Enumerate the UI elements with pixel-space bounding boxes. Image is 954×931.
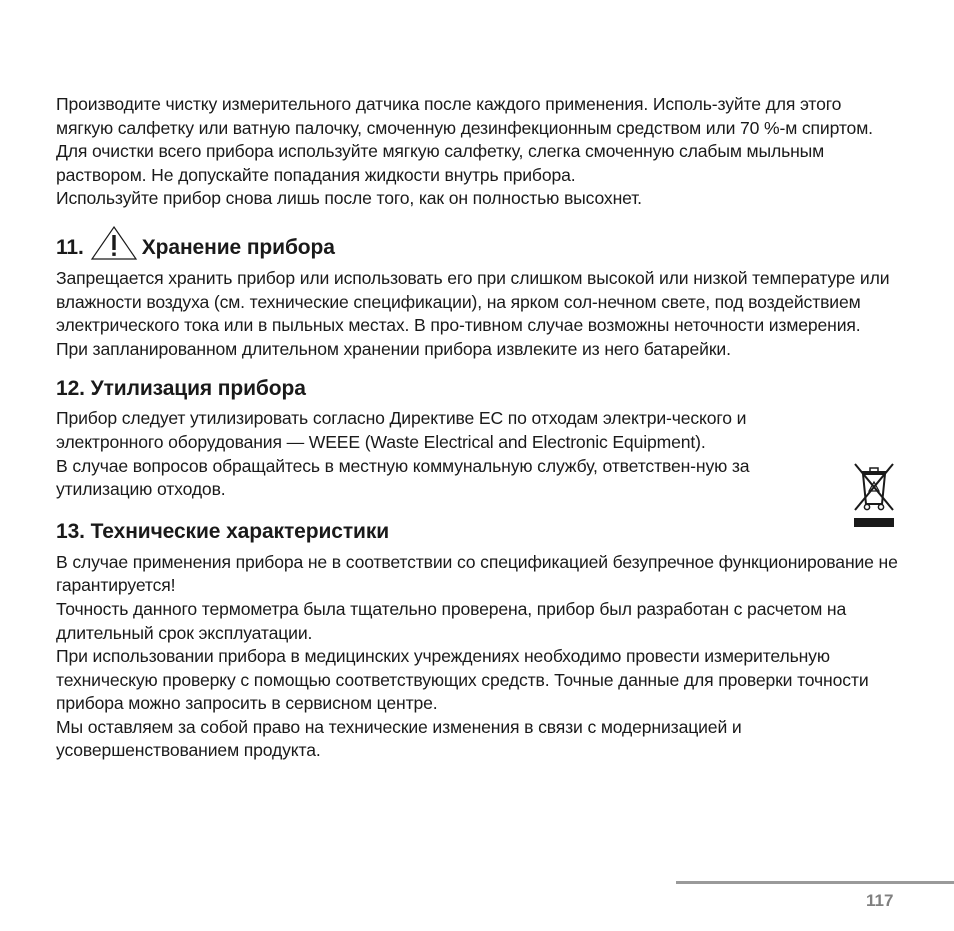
paragraph: В случае вопросов обращайтесь в местную коммунальную службу, ответствен-ную за утилизацию отходов. [56,455,750,500]
paragraph: При использовании прибора в медицинских учреждениях необходимо провести измерительную техническую проверку с помощью соответствующих средств. Точные данные для проверки точности прибора можно запросить в сервисном центре. [56,646,869,714]
section-11-body [56,267,901,361]
paragraph: Точность данного термометра была тщательно проверена, прибор был разработан с расчетом на длительный срок эксплуатации. [56,598,847,643]
document-page [56,93,901,763]
section-12-heading: 12. Утилизация прибора [56,377,306,401]
intro-section [56,93,901,211]
section-11-heading [56,223,901,261]
section-13-body [56,551,901,763]
section-12-body [56,407,836,501]
paragraph: При запланированном длительном хранении прибора извлеките из него батарейки. [56,338,731,359]
paragraph: Для очистки всего прибора используйте мягкую салфетку, слегка смоченную слабым мыльным раствором. Не допускайте попадания жидкости внутрь прибора. [56,141,825,185]
paragraph: Используйте прибор снова лишь после того, как он полностью высохнет. [56,188,642,209]
warning-triangle-icon [90,225,138,261]
section-11-number: 11. [56,235,84,259]
paragraph: В случае применения прибора не в соответствии со спецификацией безупречное функционирование не гарантируется! [56,551,898,596]
footer-rule [676,881,954,884]
paragraph: Запрещается хранить прибор или использовать его при слишком высокой или низкой температуре или влажности воздуха (см. технические спецификации), на ярком сол-нечном свете, под воздействием электрического тока или в пыльных местах. В про-тивном случае возможны неточности измерения. [56,267,890,336]
section-13-heading: 13. Технические характеристики [56,519,390,543]
page-number: 117 [866,891,894,910]
paragraph: Мы оставляем за собой право на технические изменения в связи с модернизацией и усовершенствованием продукта. [56,716,742,761]
crossed-out-wheelie-bin-icon [852,460,896,528]
paragraph: Производите чистку измерительного датчика после каждого применения. Исполь-зуйте для этого мягкую салфетку или ватную палочку, смоченную дезинфекционным средством или 70 %-м спиртом. [56,94,873,138]
section-11-title: Хранение прибора [141,235,335,259]
paragraph: Прибор следует утилизировать согласно Директиве ЕС по отходам электри-ческого и электронного оборудования — WEEE (Waste Electrical and Electronic Equipment). [56,408,747,452]
